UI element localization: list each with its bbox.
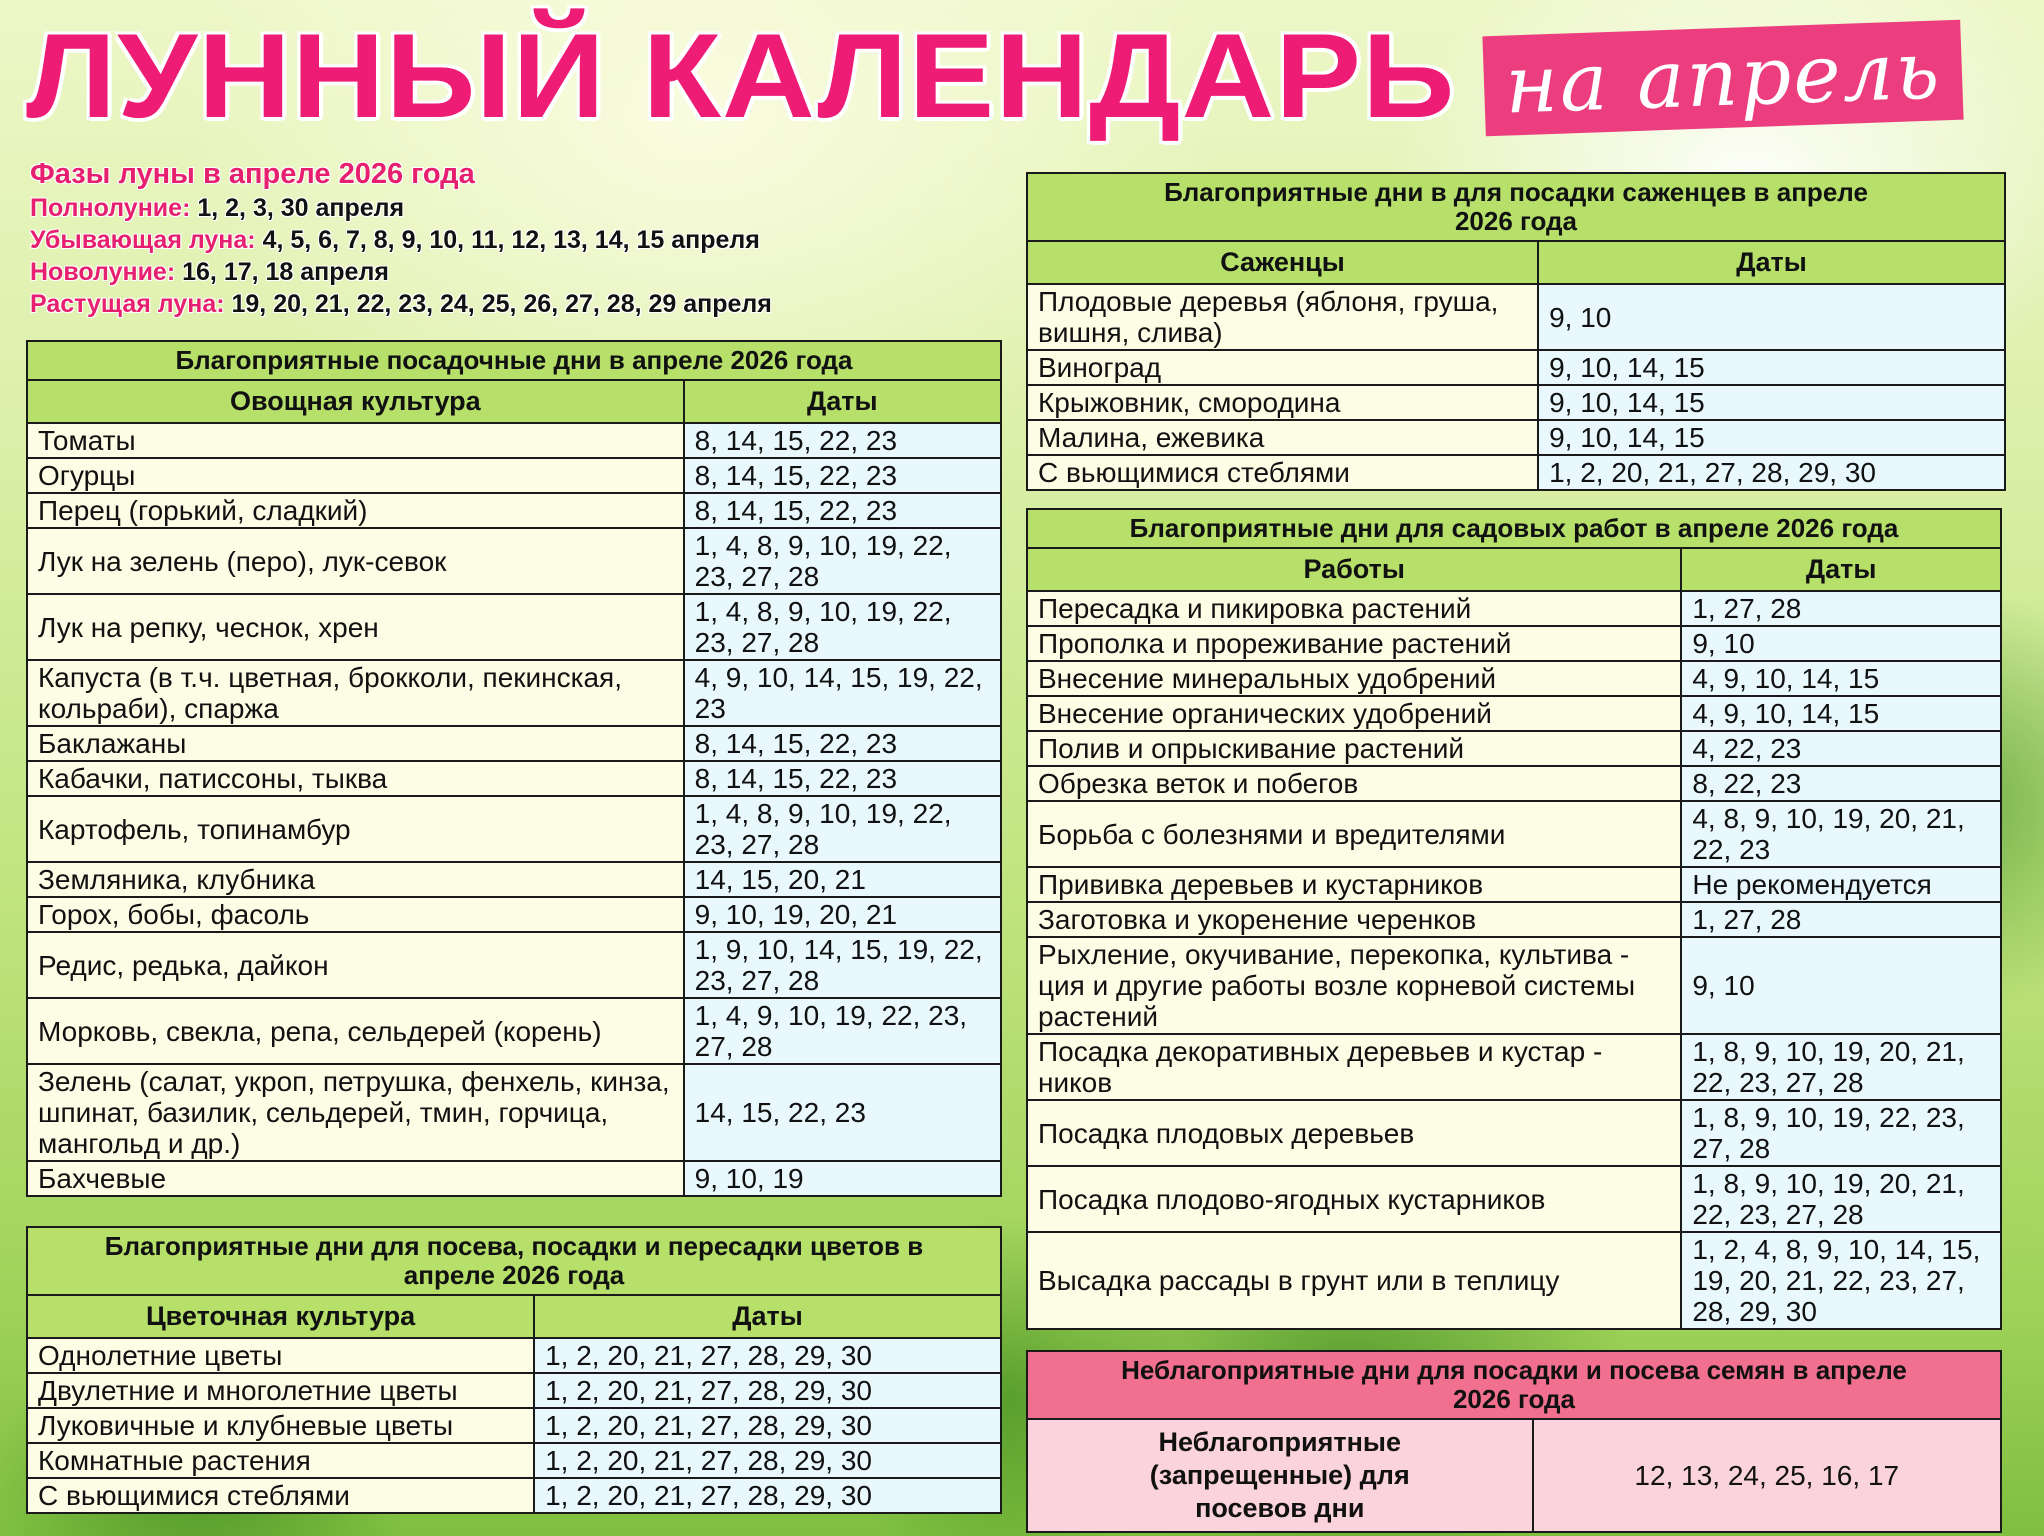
table-row xyxy=(1027,696,2001,731)
row-dates: 9, 10, 14, 15 xyxy=(1538,350,2005,385)
row-dates: 9, 10, 19 xyxy=(684,1161,1001,1196)
phase-line xyxy=(30,224,772,256)
table-row xyxy=(1027,420,2005,455)
column-header: Даты xyxy=(1538,241,2005,284)
column-header: Даты xyxy=(1681,548,2001,591)
unfavorable-table-body xyxy=(1027,1351,2001,1532)
table-row xyxy=(1027,1419,2001,1532)
row-name: Кабачки, патиссоны, тыква xyxy=(27,761,684,796)
row-dates: 4, 8, 9, 10, 19, 20, 21, 22, 23 xyxy=(1681,801,2001,867)
row-dates: Не рекомендуется xyxy=(1681,867,2001,902)
flower-table-body xyxy=(27,1227,1001,1513)
table-row xyxy=(27,1408,1001,1443)
table-header-row xyxy=(27,1295,1001,1338)
table-row xyxy=(27,897,1001,932)
page-title: ЛУННЫЙ КАЛЕНДАРЬ xyxy=(26,9,1456,143)
table-row xyxy=(1027,867,2001,902)
row-name: Баклажаны xyxy=(27,726,684,761)
phase-line xyxy=(30,192,772,224)
row-name: Посадка плодово-ягодных кустарников xyxy=(1027,1166,1681,1232)
table-caption: Благоприятные посадочные дни в апреле 2026 года xyxy=(27,341,1001,380)
row-dates: 14, 15, 22, 23 xyxy=(684,1064,1001,1161)
phase-value: 1, 2, 3, 30 апреля xyxy=(197,194,405,222)
table-row xyxy=(1027,766,2001,801)
table-caption: Благоприятные дни в для посадки саженцев в апреле 2026 года xyxy=(1027,173,2005,241)
table-row xyxy=(27,528,1001,594)
row-dates: 9, 10 xyxy=(1681,937,2001,1034)
row-dates: 1, 2, 20, 21, 27, 28, 29, 30 xyxy=(534,1443,1001,1478)
garden-table-body xyxy=(1027,509,2001,1329)
row-dates: 8, 14, 15, 22, 23 xyxy=(684,726,1001,761)
table-row xyxy=(1027,626,2001,661)
row-dates: 9, 10, 19, 20, 21 xyxy=(684,897,1001,932)
table-row xyxy=(27,493,1001,528)
row-dates: 9, 10, 14, 15 xyxy=(1538,385,2005,420)
row-dates: 8, 14, 15, 22, 23 xyxy=(684,423,1001,458)
table-row xyxy=(1027,1232,2001,1329)
table-row xyxy=(1027,591,2001,626)
table-caption: Благоприятные дни для садовых работ в апреле 2026 года xyxy=(1027,509,2001,548)
table-row xyxy=(27,1443,1001,1478)
unfavorable-days-table xyxy=(1026,1350,2002,1533)
row-dates: 1, 8, 9, 10, 19, 20, 21, 22, 23, 27, 28 xyxy=(1681,1034,2001,1100)
row-dates: 4, 9, 10, 14, 15, 19, 22, 23 xyxy=(684,660,1001,726)
row-name: Зелень (салат, укроп, петрушка, фенхель, кинза, шпинат, базилик, сельдерей, тмин, горчица, мангольд и др.) xyxy=(27,1064,684,1161)
row-name: Томаты xyxy=(27,423,684,458)
row-dates: 14, 15, 20, 21 xyxy=(684,862,1001,897)
unfavorable-dates: 12, 13, 24, 25, 16, 17 xyxy=(1533,1419,2001,1532)
row-name: Картофель, топинамбур xyxy=(27,796,684,862)
phase-label: Растущая луна: xyxy=(30,290,225,318)
row-name: Комнатные растения xyxy=(27,1443,534,1478)
table-row xyxy=(1027,937,2001,1034)
column-header: Овощная культура xyxy=(27,380,684,423)
table-row xyxy=(27,1373,1001,1408)
vegetable-planting-table xyxy=(26,340,1002,1197)
table-header-row xyxy=(1027,548,2001,591)
table-caption: Благоприятные дни для посева, посадки и пересадки цветов в апреле 2026 года xyxy=(27,1227,1001,1295)
row-dates: 8, 22, 23 xyxy=(1681,766,2001,801)
moon-phases xyxy=(30,156,772,320)
table-caption-row xyxy=(1027,173,2005,241)
row-dates: 1, 2, 20, 21, 27, 28, 29, 30 xyxy=(534,1478,1001,1513)
row-name: Лук на репку, чеснок, хрен xyxy=(27,594,684,660)
row-dates: 1, 2, 4, 8, 9, 10, 14, 15, 19, 20, 21, 22, 23, 27, 28, 29, 30 xyxy=(1681,1232,2001,1329)
table-row xyxy=(27,796,1001,862)
row-name: Крыжовник, смородина xyxy=(1027,385,1538,420)
table-row xyxy=(1027,902,2001,937)
table-row xyxy=(27,761,1001,796)
row-name: Капуста (в т.ч. цветная, брокколи, пекинская, кольраби), спаржа xyxy=(27,660,684,726)
table-row xyxy=(1027,661,2001,696)
table-header-row xyxy=(27,380,1001,423)
phase-value: 4, 5, 6, 7, 8, 9, 10, 11, 12, 13, 14, 15 апреля xyxy=(262,226,760,254)
phase-line xyxy=(30,288,772,320)
table-row xyxy=(1027,350,2005,385)
row-name: Плодовые деревья (яблоня, груша, вишня, слива) xyxy=(1027,284,1538,350)
row-name: Перец (горький, сладкий) xyxy=(27,493,684,528)
row-dates: 8, 14, 15, 22, 23 xyxy=(684,493,1001,528)
row-dates: 9, 10 xyxy=(1681,626,2001,661)
row-name: Внесение минеральных удобрений xyxy=(1027,661,1681,696)
table-row xyxy=(27,1338,1001,1373)
row-name: Посадка декоративных деревьев и кустар - ников xyxy=(1027,1034,1681,1100)
row-name: Высадка рассады в грунт или в теплицу xyxy=(1027,1232,1681,1329)
row-name: Малина, ежевика xyxy=(1027,420,1538,455)
seedlings-table xyxy=(1026,172,2006,491)
row-name: Посадка плодовых деревьев xyxy=(1027,1100,1681,1166)
table-row xyxy=(27,1064,1001,1161)
row-dates: 1, 27, 28 xyxy=(1681,902,2001,937)
table-caption-row xyxy=(27,341,1001,380)
phase-label: Убывающая луна: xyxy=(30,226,256,254)
row-name: Полив и опрыскивание растений xyxy=(1027,731,1681,766)
row-dates: 1, 2, 20, 21, 27, 28, 29, 30 xyxy=(534,1408,1001,1443)
phase-label: Новолуние: xyxy=(30,258,176,286)
row-name: Прививка деревьев и кустарников xyxy=(1027,867,1681,902)
row-name: Морковь, свекла, репа, сельдерей (корень) xyxy=(27,998,684,1064)
row-dates: 8, 14, 15, 22, 23 xyxy=(684,458,1001,493)
row-name: Двулетние и многолетние цветы xyxy=(27,1373,534,1408)
row-dates: 1, 8, 9, 10, 19, 20, 21, 22, 23, 27, 28 xyxy=(1681,1166,2001,1232)
row-dates: 4, 9, 10, 14, 15 xyxy=(1681,696,2001,731)
table-row xyxy=(27,594,1001,660)
row-name: Однолетние цветы xyxy=(27,1338,534,1373)
row-dates: 1, 27, 28 xyxy=(1681,591,2001,626)
table-row xyxy=(27,862,1001,897)
table-caption: Неблагоприятные дни для посадки и посева семян в апреле 2026 года xyxy=(1027,1351,2001,1419)
row-name: Пересадка и пикировка растений xyxy=(1027,591,1681,626)
row-dates: 1, 4, 8, 9, 10, 19, 22, 23, 27, 28 xyxy=(684,796,1001,862)
phase-value: 19, 20, 21, 22, 23, 24, 25, 26, 27, 28, 29 апреля xyxy=(231,290,772,318)
row-name: Заготовка и укоренение черенков xyxy=(1027,902,1681,937)
row-dates: 9, 10 xyxy=(1538,284,2005,350)
phase-line xyxy=(30,256,772,288)
unfavorable-label: Неблагоприятные (запрещенные) для посевов дни xyxy=(1027,1419,1533,1532)
row-dates: 1, 4, 9, 10, 19, 22, 23, 27, 28 xyxy=(684,998,1001,1064)
table-header-row xyxy=(1027,241,2005,284)
row-name: С вьющимися стеблями xyxy=(1027,455,1538,490)
flower-planting-table xyxy=(26,1226,1002,1514)
row-name: Борьба с болезнями и вредителями xyxy=(1027,801,1681,867)
row-dates: 9, 10, 14, 15 xyxy=(1538,420,2005,455)
row-name: Горох, бобы, фасоль xyxy=(27,897,684,932)
column-header: Даты xyxy=(684,380,1001,423)
row-name: Огурцы xyxy=(27,458,684,493)
row-name: Прополка и прореживание растений xyxy=(1027,626,1681,661)
row-name: Бахчевые xyxy=(27,1161,684,1196)
row-dates: 1, 8, 9, 10, 19, 22, 23, 27, 28 xyxy=(1681,1100,2001,1166)
row-dates: 1, 2, 20, 21, 27, 28, 29, 30 xyxy=(534,1338,1001,1373)
row-name: Редис, редька, дайкон xyxy=(27,932,684,998)
seedlings-table-body xyxy=(1027,173,2005,490)
row-dates: 4, 9, 10, 14, 15 xyxy=(1681,661,2001,696)
moon-phases-heading: Фазы луны в апреле 2026 года xyxy=(30,158,475,190)
row-name: Земляника, клубника xyxy=(27,862,684,897)
column-header: Работы xyxy=(1027,548,1681,591)
table-row xyxy=(1027,1034,2001,1100)
row-name: Виноград xyxy=(1027,350,1538,385)
row-dates: 1, 9, 10, 14, 15, 19, 22, 23, 27, 28 xyxy=(684,932,1001,998)
table-caption-row xyxy=(1027,509,2001,548)
table-row xyxy=(1027,801,2001,867)
row-name: Рыхление, окучивание, перекопка, культива - ция и другие работы возле корневой системы растений xyxy=(1027,937,1681,1034)
column-header: Саженцы xyxy=(1027,241,1538,284)
table-row xyxy=(1027,385,2005,420)
table-row xyxy=(27,458,1001,493)
vegetable-table-body xyxy=(27,341,1001,1196)
subtitle-banner xyxy=(1482,20,1963,137)
table-row xyxy=(27,1478,1001,1513)
phase-value: 16, 17, 18 апреля xyxy=(182,258,389,286)
table-row xyxy=(1027,284,2005,350)
row-name: С вьющимися стеблями xyxy=(27,1478,534,1513)
table-row xyxy=(27,423,1001,458)
table-row xyxy=(27,1161,1001,1196)
table-caption-row xyxy=(1027,1351,2001,1419)
table-row xyxy=(1027,1166,2001,1232)
subtitle: на апрель xyxy=(1503,23,1943,132)
table-row xyxy=(27,998,1001,1064)
table-row xyxy=(1027,1100,2001,1166)
table-row xyxy=(27,726,1001,761)
row-dates: 1, 4, 8, 9, 10, 19, 22, 23, 27, 28 xyxy=(684,528,1001,594)
garden-works-table xyxy=(1026,508,2002,1330)
table-row xyxy=(1027,455,2005,490)
row-name: Внесение органических удобрений xyxy=(1027,696,1681,731)
table-row xyxy=(1027,731,2001,766)
row-name: Лук на зелень (перо), лук-севок xyxy=(27,528,684,594)
table-row xyxy=(27,932,1001,998)
row-name: Луковичные и клубневые цветы xyxy=(27,1408,534,1443)
table-caption-row xyxy=(27,1227,1001,1295)
column-header: Даты xyxy=(534,1295,1001,1338)
row-dates: 1, 2, 20, 21, 27, 28, 29, 30 xyxy=(534,1373,1001,1408)
row-dates: 1, 2, 20, 21, 27, 28, 29, 30 xyxy=(1538,455,2005,490)
row-dates: 4, 22, 23 xyxy=(1681,731,2001,766)
row-dates: 1, 4, 8, 9, 10, 19, 22, 23, 27, 28 xyxy=(684,594,1001,660)
row-name: Обрезка веток и побегов xyxy=(1027,766,1681,801)
table-row xyxy=(27,660,1001,726)
row-dates: 8, 14, 15, 22, 23 xyxy=(684,761,1001,796)
column-header: Цветочная культура xyxy=(27,1295,534,1338)
phase-label: Полнолуние: xyxy=(30,194,191,222)
